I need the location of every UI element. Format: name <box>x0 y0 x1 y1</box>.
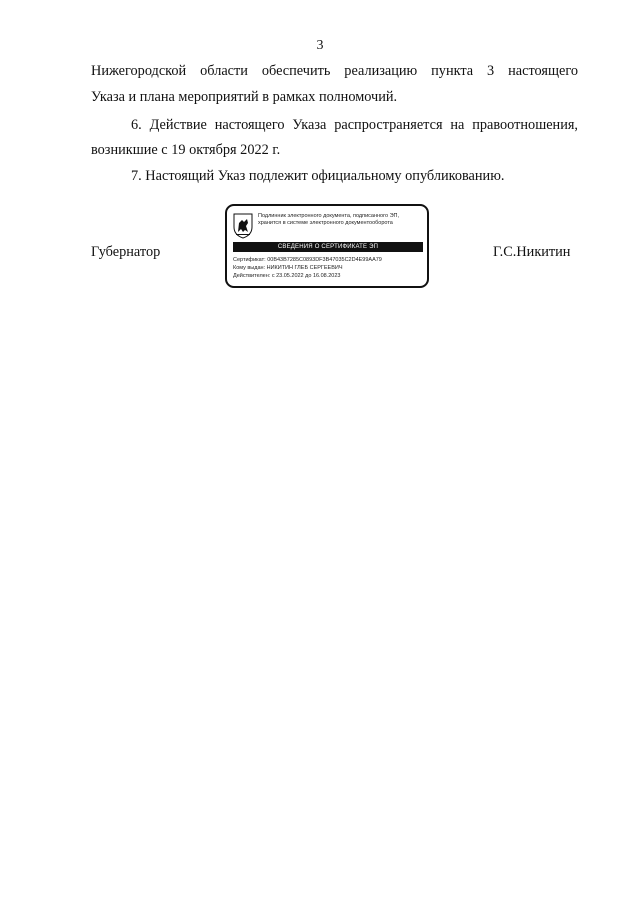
stamp-valid: Действителен: с 23.05.2022 до 16.08.2023 <box>233 273 341 279</box>
signature-name: Г.С.Никитин <box>493 244 571 260</box>
stamp-note-line: Подлинник электронного документа, подписанного ЭП, <box>258 213 400 219</box>
paragraph-line: 7. Настоящий Указ подлежит официальному опубликованию. <box>131 168 505 184</box>
paragraph-line: Указа и плана мероприятий в рамках полномочий. <box>91 89 398 105</box>
paragraph-line: возникшие с 19 октября 2022 г. <box>91 142 281 158</box>
page-number: 3 <box>316 38 324 53</box>
paragraph-line: Нижегородской области обеспечить реализацию пункта 3 настоящего <box>91 63 578 79</box>
paragraph-line: 6. Действие настоящего Указа распространяется на правоотношения, <box>131 117 578 133</box>
electronic-signature-stamp <box>225 204 429 288</box>
stamp-certificate: Сертификат: 00B43B7285C0893DF3B47035C2D4E99AA79 <box>233 257 382 263</box>
stamp-note-line: хранится в системе электронного документооборота <box>258 220 393 226</box>
coat-of-arms-icon <box>233 213 253 239</box>
signature-position: Губернатор <box>91 244 161 260</box>
stamp-issued-to: Кому выдан: НИКИТИН ГЛЕБ СЕРГЕЕВИЧ <box>233 265 343 271</box>
stamp-note <box>258 213 424 227</box>
stamp-header: СВЕДЕНИЯ О СЕРТИФИКАТЕ ЭП <box>233 242 423 252</box>
